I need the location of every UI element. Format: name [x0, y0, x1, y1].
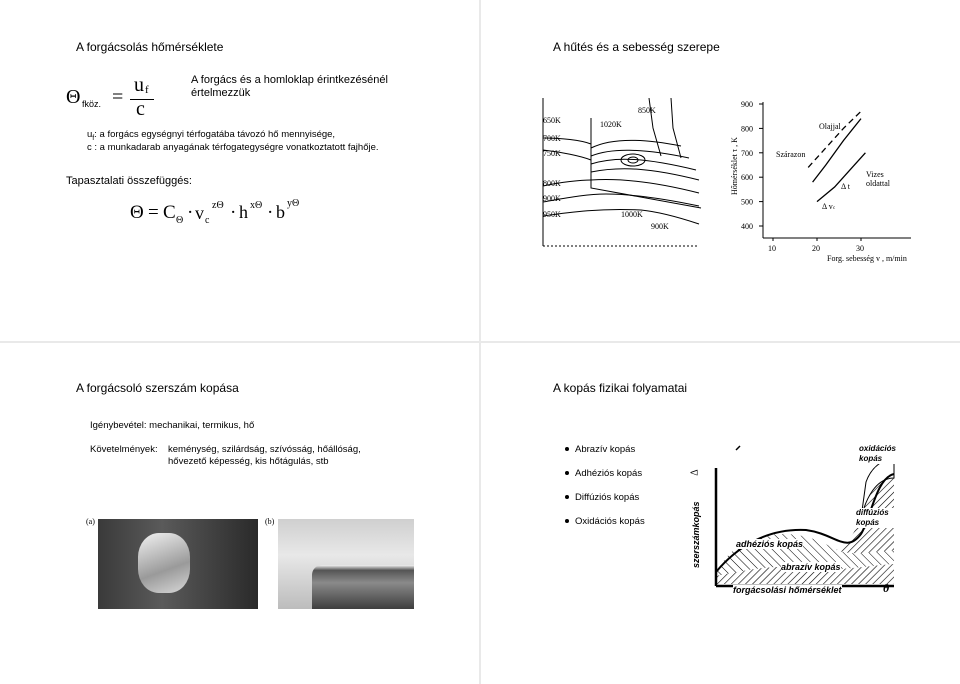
bullet-item: Oxidációs kopás	[565, 516, 645, 527]
formula-theta: Θ	[66, 86, 81, 108]
legend-szarazon: Szárazon	[776, 150, 806, 159]
formula-numerator: u	[134, 74, 144, 96]
requirements-label: Követelmények:	[90, 444, 158, 455]
isotherm-label: 850K	[638, 106, 656, 115]
slide-title: A hűtés és a sebesség szerepe	[553, 40, 720, 54]
photo-b-image	[278, 519, 414, 609]
formula-denominator: c	[136, 98, 145, 120]
slide-4	[481, 343, 960, 684]
isotherm-label: 900K	[651, 222, 669, 231]
y-axis-label: Hőmérséklet τ , K	[730, 137, 739, 195]
formula-description: A forgács és a homloklap érintkezésénél	[191, 74, 388, 86]
slide-2	[481, 0, 960, 341]
x-tick-label: 30	[856, 244, 864, 253]
annotation-dt: Δ t	[841, 182, 850, 191]
slide-title: A forgácsolás hőmérséklete	[76, 40, 224, 54]
wear-x-label: forgácsolási hőmérséklet	[733, 585, 842, 595]
y-tick-label: 900	[741, 100, 753, 109]
isotherm-label: 650K	[543, 116, 561, 125]
definition-uf: $u_f$: a forgács egységnyi térfogatába távozó hő mennyisége,	[87, 129, 336, 142]
bullet-item: Abrazív kopás	[565, 444, 635, 455]
region-diffuzios: diffúziós kopás	[856, 508, 900, 528]
y-tick-label: 500	[741, 197, 753, 207]
isotherm-label: 1020K	[600, 120, 622, 129]
slide-title: A forgácsoló szerszám kopása	[76, 381, 239, 395]
formula-equals: =	[112, 86, 124, 108]
photo-a-image	[98, 519, 258, 609]
wear-y-delta: Δ	[689, 469, 701, 476]
slide-1	[0, 0, 479, 341]
y-tick-label: 800	[741, 124, 753, 134]
definition-c: c : a munkadarab anyagának térfogategységre vonatkoztatott fajhője.	[87, 142, 379, 153]
wear-x-theta: θ	[883, 581, 890, 595]
region-adhezios: adhéziós kopás	[736, 539, 804, 549]
region-abraziv: abrazív kopás	[781, 562, 841, 572]
annotation-dv: Δ v	[822, 202, 833, 211]
series-line	[817, 153, 865, 202]
isotherm-label: 1000K	[621, 210, 643, 219]
isotherm-label: 700K	[543, 134, 561, 143]
empirical-formula: Θ = C Θ · v c zΘ · h xΘ · b yΘ	[130, 198, 300, 226]
bullet-item: Diffúziós kopás	[565, 492, 639, 503]
photo-b-label: (b)	[265, 517, 275, 526]
y-tick-label: 600	[741, 173, 753, 183]
formula-theta-sub: fköz.	[82, 99, 102, 109]
slide-title: A kopás fizikai folyamatai	[553, 381, 688, 395]
isotherm-label: 950K	[543, 210, 561, 219]
slide-3	[0, 343, 479, 684]
series-line	[808, 111, 861, 167]
x-axis-label: Forg. sebesség v , m/min	[827, 254, 907, 263]
formula-description-2: értelmezzük	[191, 87, 251, 99]
photo-a-label: (a)	[86, 517, 95, 526]
isotherm-label: 900K	[543, 194, 561, 203]
x-tick-label: 20	[812, 244, 820, 253]
y-tick-label: 400	[741, 222, 753, 231]
empirical-label: Tapasztalati összefüggés:	[66, 175, 192, 187]
formula-numerator-sub: f	[145, 84, 149, 96]
annotation-dv-sub: c	[833, 206, 836, 211]
requirements-line-2: hővezető képesség, kis hőtágulás, stb	[168, 456, 329, 467]
requirements-line-1: keménység, szilárdság, szívósság, hőállóság,	[168, 444, 361, 455]
legend-olajjal: Olajjal	[819, 122, 841, 131]
legend-vizes: Vizes oldattal	[866, 170, 890, 188]
isotherm-label: 800K	[543, 179, 561, 188]
load-line: Igénybevétel: mechanikai, termikus, hő	[90, 420, 255, 431]
y-tick-label: 700	[741, 148, 753, 158]
wear-y-label: szerszámkopás	[691, 501, 701, 568]
bullet-item: Adhéziós kopás	[565, 468, 642, 479]
region-oxidacios: oxidációs kopás	[859, 444, 907, 464]
x-tick-label: 10	[768, 244, 776, 253]
isotherm-label: 750K	[543, 149, 561, 158]
